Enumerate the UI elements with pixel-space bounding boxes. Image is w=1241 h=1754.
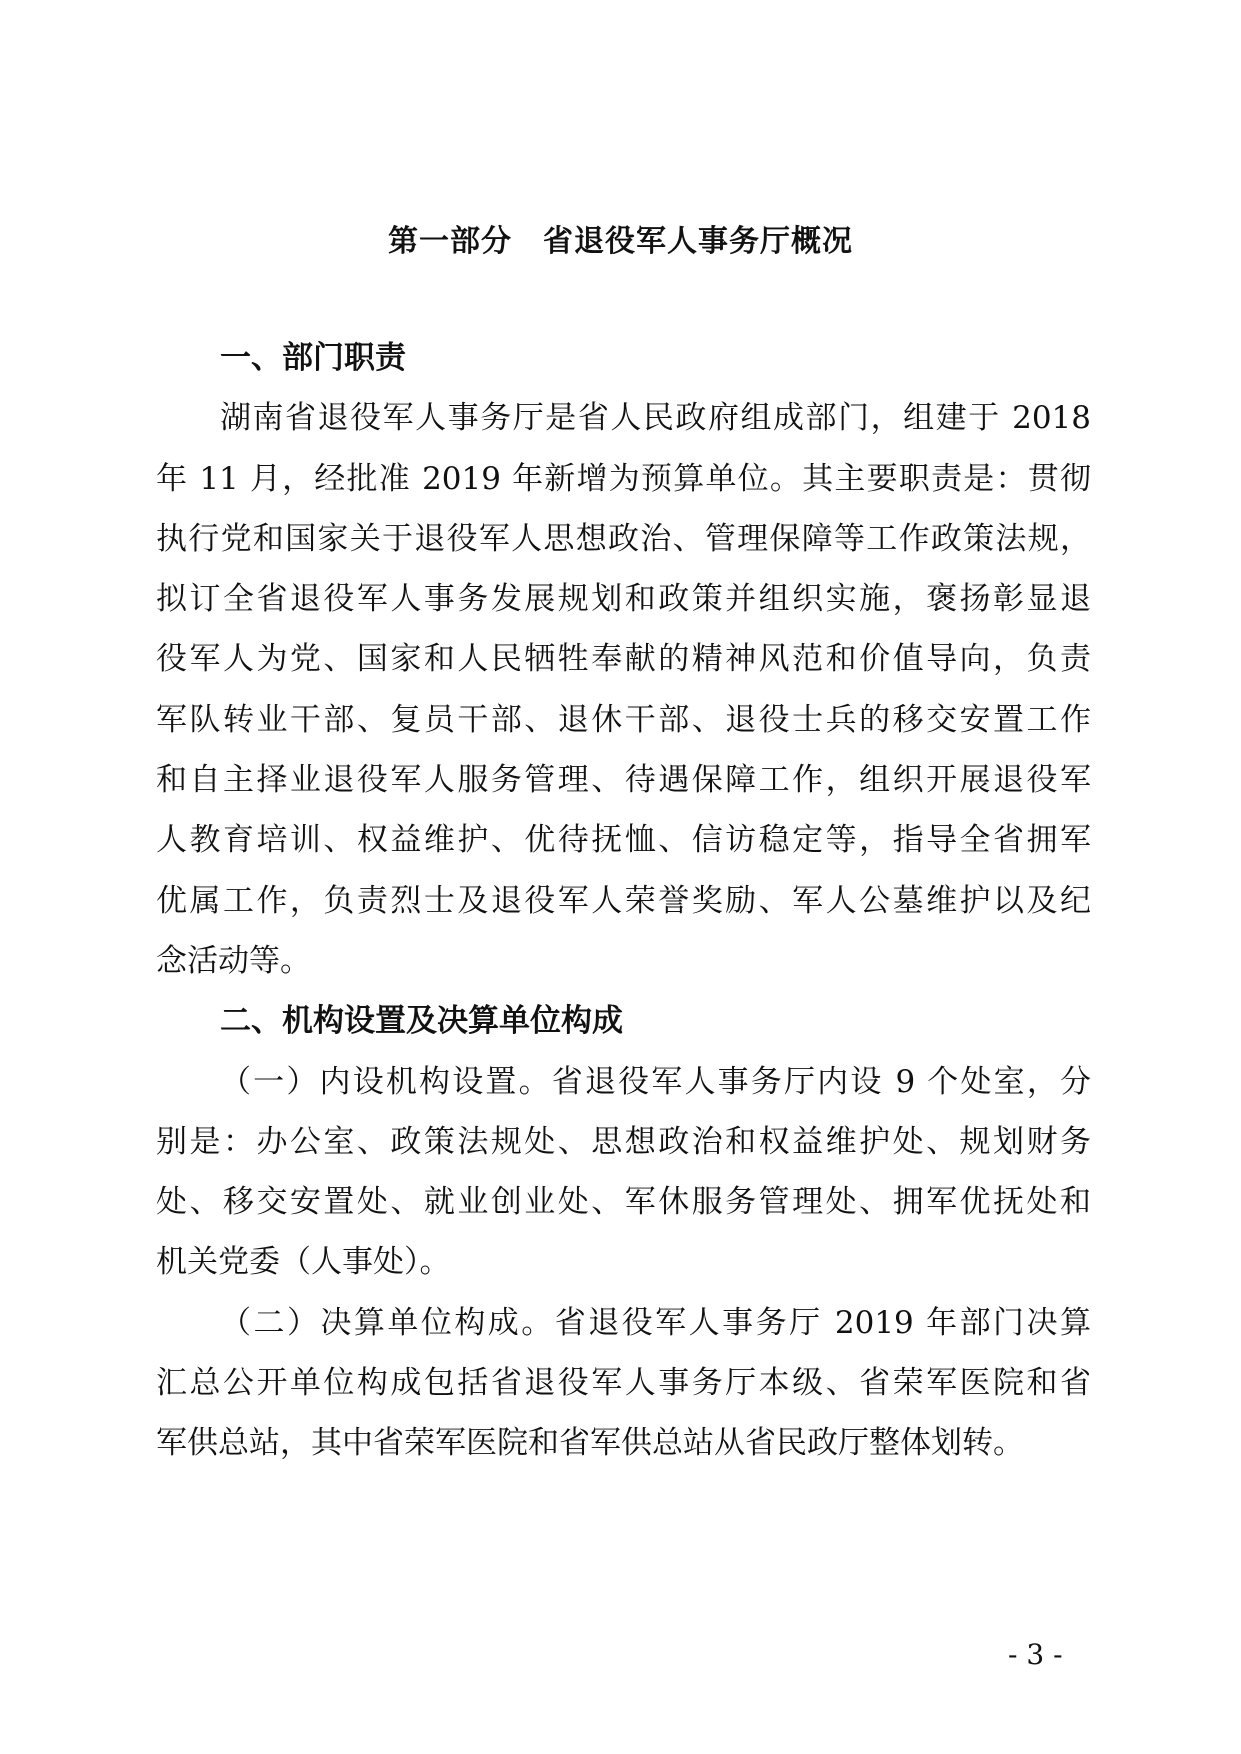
paragraph-line: 机关党委（人事处）。 <box>156 1244 451 1281</box>
paragraph-line: 处、移交安置处、就业创业处、军休服务管理处、拥军优抚处和 <box>156 1184 1091 1221</box>
paragraph-line: （二）决算单位构成。省退役军人事务厅 2019 年部门决算 <box>220 1304 1091 1341</box>
page-number: - 3 - <box>1008 1638 1063 1671</box>
paragraph-line: 役军人为党、国家和人民牺牲奉献的精神风范和价值导向，负责 <box>156 641 1091 678</box>
paragraph-line: 汇总公开单位构成包括省退役军人事务厅本级、省荣军医院和省 <box>156 1365 1091 1402</box>
paragraph-line: 军队转业干部、复员干部、退休干部、退役士兵的移交安置工作 <box>156 701 1091 738</box>
paragraph-line: 拟订全省退役军人事务发展规划和政策并组织实施，褒扬彰显退 <box>156 581 1091 618</box>
page-title: 第一部分 省退役军人事务厅概况 <box>388 224 853 259</box>
paragraph-line: （一）内设机构设置。省退役军人事务厅内设 9 个处室，分 <box>220 1063 1091 1100</box>
document-body <box>156 328 1091 1474</box>
paragraph-line: 执行党和国家关于退役军人思想政治、管理保障等工作政策法规， <box>156 520 1091 557</box>
section-heading: 二、机构设置及决算单位构成 <box>220 1003 623 1040</box>
paragraph-line: 念活动等。 <box>156 942 311 979</box>
paragraph-line: 别是：办公室、政策法规处、思想政治和权益维护处、规划财务 <box>156 1123 1091 1160</box>
paragraph-line: 和自主择业退役军人服务管理、待遇保障工作，组织开展退役军 <box>156 762 1091 799</box>
paragraph-line: 年 11 月，经批准 2019 年新增为预算单位。其主要职责是：贯彻 <box>156 460 1091 497</box>
paragraph-line: 优属工作，负责烈士及退役军人荣誉奖励、军人公墓维护以及纪 <box>156 882 1091 919</box>
paragraph-line: 湖南省退役军人事务厅是省人民政府组成部门，组建于 2018 <box>220 400 1091 437</box>
section-heading: 一、部门职责 <box>220 340 406 376</box>
paragraph-line: 军供总站，其中省荣军医院和省军供总站从省民政厅整体划转。 <box>156 1425 1024 1462</box>
paragraph-line: 人教育培训、权益维护、优待抚恤、信访稳定等，指导全省拥军 <box>156 822 1091 859</box>
